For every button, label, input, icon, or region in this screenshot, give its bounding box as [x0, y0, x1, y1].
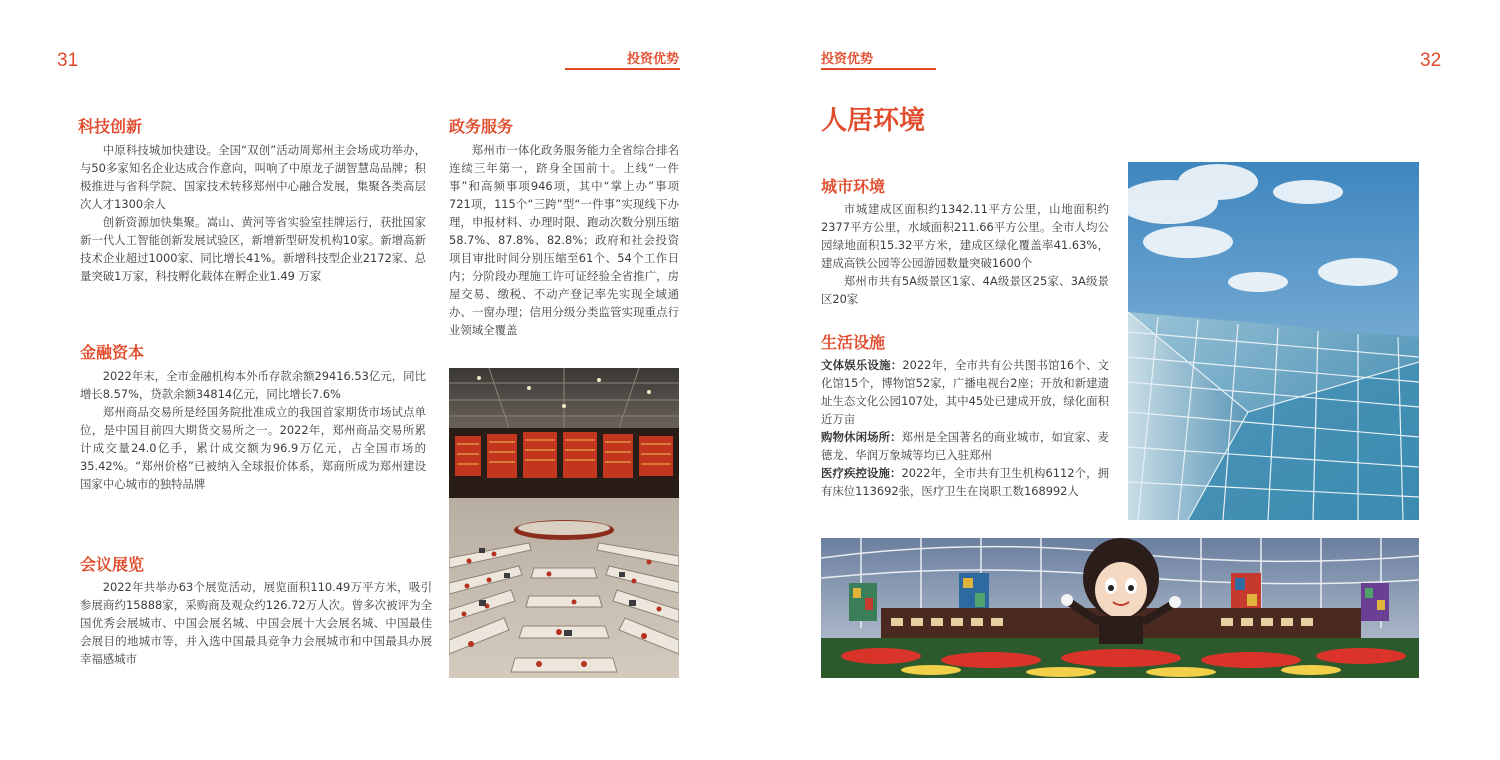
life-title: 生活设施	[821, 333, 886, 352]
finance-text	[80, 367, 426, 493]
finance-paragraph: 郑州商品交易所是经国务院批准成立的我国首家期货市场试点单位，是中国目前四大期货交易所之一。2022年，郑州商品交易所累计成交量24.0亿手，累计成交额为96.9万亿元，占全国市场的35.42%。“郑州价格”已被纳入全球报价体系，郑商所成为郑州建设国家中心城市的独特品牌	[80, 405, 426, 491]
city-title: 城市环境	[821, 177, 886, 196]
life-item	[821, 356, 1109, 428]
right-page-number: 32	[1420, 50, 1442, 71]
gov-text	[449, 141, 679, 339]
tech-title: 科技创新	[78, 117, 143, 136]
life-item-text: 2022年，全市共有卫生机构6112个，拥有床位113692张，医疗卫生在岗职工数168992人	[821, 466, 1109, 498]
tech-text	[80, 141, 426, 285]
trading-floor-illustration	[449, 368, 679, 678]
life-item-text: 2022年，全市共有公共图书馆16个、文化馆15个，博物馆52家，广播电视台2座；开放和新建遗址生态文化公园107处，其中45处已建成开放，绿化面积近万亩	[821, 358, 1109, 426]
expo-text	[80, 578, 432, 668]
expo-title: 会议展览	[80, 555, 145, 574]
left-page-number: 31	[57, 50, 79, 71]
right-header-rule	[821, 68, 936, 70]
page-title: 人居环境	[821, 106, 926, 136]
finance-paragraph: 2022年末，全市金融机构本外币存款余额29416.53亿元，同比增长8.57%，贷款余额34814亿元，同比增长7.6%	[80, 369, 426, 401]
city-paragraph: 郑州市共有5A级景区1家、4A级景区25家、3A级景区20家	[821, 274, 1109, 306]
finance-title: 金融资本	[80, 343, 145, 362]
expo-paragraph: 2022年共举办63个展览活动，展览面积110.49万平方米，吸引参展商约15888家，采购商及观众约126.72万人次。曾多次被评为全国优秀会展城市、中国会展名城、中国会展十大会展名城、中国最佳会展目的地城市等，并入选中国最具竞争力会展城市和中国最具办展幸福感城市	[80, 580, 432, 666]
life-item-label: 医疗疾控设施：	[821, 466, 902, 480]
glass-building-photo	[1128, 162, 1419, 520]
mascot-plaza-photo	[821, 538, 1419, 678]
life-text	[821, 356, 1109, 500]
tech-paragraph: 创新资源加快集聚。嵩山、黄河等省实验室挂牌运行，获批国家新一代人工智能创新发展试验区，新增新型研发机构10家。新增高新技术企业超过1000家、同比增长41%。新增科技型企业2172家、总量突破1万家，科技孵化载体在孵企业1.49 万家	[80, 215, 426, 283]
mascot-plaza-illustration	[821, 538, 1419, 678]
life-item-text: 郑州是全国著名的商业城市，如宜家、麦德龙、华润万象城等均已入驻郑州	[821, 430, 1109, 462]
life-item-label: 文体娱乐设施：	[821, 358, 903, 372]
life-item-label: 购物休闲场所：	[821, 430, 902, 444]
glass-building-illustration	[1128, 162, 1419, 520]
trading-floor-photo	[449, 368, 679, 678]
life-item	[821, 464, 1109, 500]
left-header-rule	[565, 68, 680, 70]
gov-title: 政务服务	[449, 117, 514, 136]
city-text	[821, 200, 1109, 308]
gov-paragraph: 郑州市一体化政务服务能力全省综合排名连续三年第一，跻身全国前十。上线“一件事”和高频事项946项，其中“掌上办”事项721项，115个“三跨”型“一件事”实现线下办理，申报材料、办理时限、跑动次数分别压缩58.7%、87.8%、82.8%；政府和社会投资项目审批时间分别压缩至61个、54个工作日内；分阶段办理施工许可证经验全省推广，房屋交易、缴税、不动产登记率先实现全域通办、一窗办理；信用分级分类监管实现重点行业领域全覆盖	[449, 143, 679, 337]
right-header-label: 投资优势	[821, 52, 874, 67]
left-header-label: 投资优势	[627, 52, 680, 67]
city-paragraph: 市城建成区面积约1342.11平方公里，山地面积约2377平方公里，水域面积211.66平方公里。全市人均公园绿地面积15.32平方米，建成区绿化覆盖率41.63%，建成高铁公园等公园游园数量突破1600个	[821, 202, 1109, 270]
life-item	[821, 428, 1109, 464]
tech-paragraph: 中原科技城加快建设。全国“双创”活动周郑州主会场成功举办，与50多家知名企业达成合作意向，叫响了中原龙子湖智慧岛品牌；积极推进与省科学院、国家技术转移郑州中心融合发展，集聚各类高层次人才1300余人	[80, 143, 426, 211]
